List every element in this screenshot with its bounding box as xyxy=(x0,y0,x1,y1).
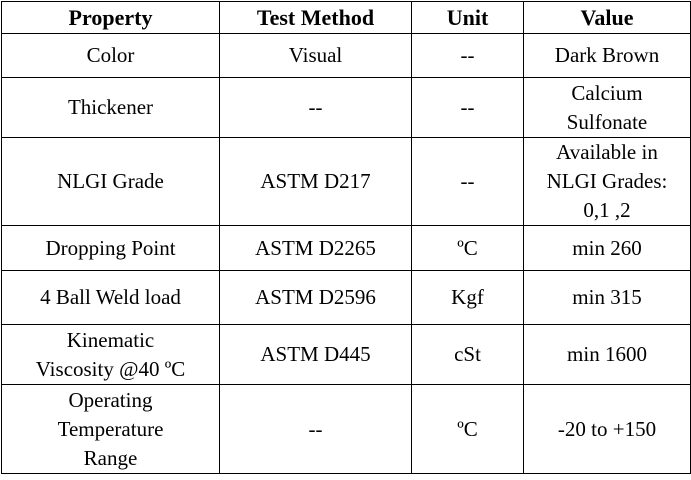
unit-cell: Kgf xyxy=(412,271,524,325)
test-method-cell: ASTM D445 xyxy=(220,325,412,385)
header-unit: Unit xyxy=(412,2,524,34)
property-cell: Dropping Point xyxy=(2,226,220,271)
value-line: Available in xyxy=(556,140,658,164)
property-line: Viscosity @40 ºC xyxy=(35,356,186,381)
unit-cell: cSt xyxy=(412,325,524,385)
property-line: Range xyxy=(83,445,138,470)
property-cell: Thickener xyxy=(2,78,220,138)
value-cell xyxy=(524,78,691,138)
unit-cell: ºC xyxy=(412,385,524,474)
property-cell: 4 Ball Weld load xyxy=(2,271,220,325)
test-method-cell: -- xyxy=(220,385,412,474)
value-line: NLGI Grades: xyxy=(546,169,668,193)
header-value: Value xyxy=(524,2,691,34)
value-cell: min 260 xyxy=(524,226,691,271)
value-cell: min 315 xyxy=(524,271,691,325)
table-row xyxy=(2,34,691,78)
table-row xyxy=(2,226,691,271)
value-line: Calcium xyxy=(571,80,643,105)
value-cell xyxy=(524,138,691,226)
table-row xyxy=(2,385,691,474)
value-line: Sulfonate xyxy=(566,109,648,134)
property-cell xyxy=(2,325,220,385)
unit-cell: ºC xyxy=(412,226,524,271)
property-line: Temperature xyxy=(57,416,164,441)
test-method-cell: ASTM D2596 xyxy=(220,271,412,325)
test-method-cell: Visual xyxy=(220,34,412,78)
property-line: Operating xyxy=(68,387,153,412)
property-cell xyxy=(2,385,220,474)
value-cell: Dark Brown xyxy=(524,34,691,78)
table-row xyxy=(2,325,691,385)
value-line: 0,1 ,2 xyxy=(583,198,631,222)
property-cell: Color xyxy=(2,34,220,78)
properties-table xyxy=(1,1,691,474)
property-line: Kinematic xyxy=(66,327,155,352)
property-cell: NLGI Grade xyxy=(2,138,220,226)
header-property: Property xyxy=(2,2,220,34)
test-method-cell: ASTM D217 xyxy=(220,138,412,226)
unit-cell: -- xyxy=(412,138,524,226)
header-row xyxy=(2,2,691,34)
value-cell: -20 to +150 xyxy=(524,385,691,474)
test-method-cell: -- xyxy=(220,78,412,138)
table-row xyxy=(2,78,691,138)
table-row xyxy=(2,271,691,325)
table-row xyxy=(2,138,691,226)
unit-cell: -- xyxy=(412,78,524,138)
value-cell: min 1600 xyxy=(524,325,691,385)
header-test-method: Test Method xyxy=(220,2,412,34)
test-method-cell: ASTM D2265 xyxy=(220,226,412,271)
unit-cell: -- xyxy=(412,34,524,78)
